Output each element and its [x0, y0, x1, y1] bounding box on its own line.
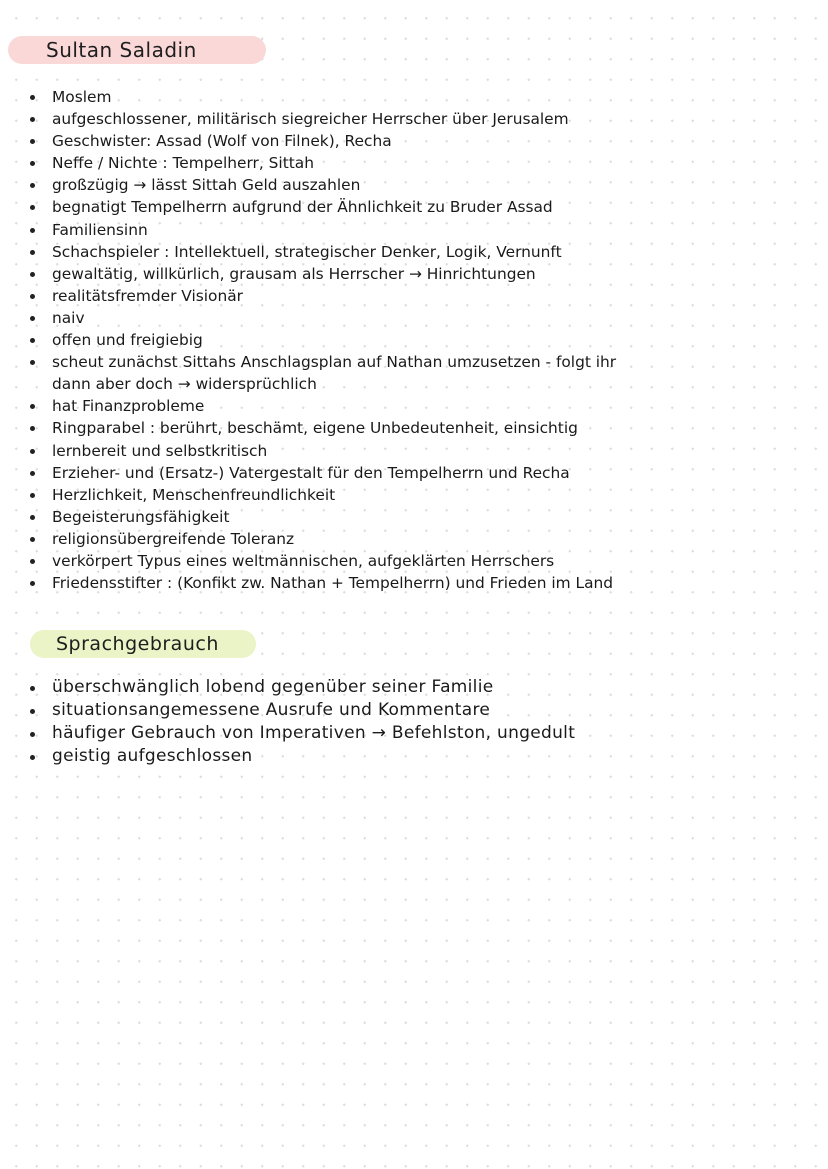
page-title-text: Sultan Saladin [46, 38, 197, 62]
section-heading-text: Sprachgebrauch [56, 633, 219, 655]
list-item: scheut zunächst Sittahs Anschlagsplan auf Nathan umzusetzen - folgt ihr dann aber doch → widersprüchlich [30, 351, 820, 395]
list-item: hat Finanzprobleme [30, 395, 820, 417]
list-item: geistig aufgeschlossen [30, 745, 820, 768]
list-item: Erzieher- und (Ersatz-) Vatergestalt für den Tempelherrn und Recha [30, 462, 820, 484]
list-item: religionsübergreifende Toleranz [30, 528, 820, 550]
list-item: verkörpert Typus eines weltmännischen, aufgeklärten Herrschers [30, 550, 820, 572]
list-item: lernbereit und selbstkritisch [30, 440, 820, 462]
list-item: gewaltätig, willkürlich, grausam als Herrscher → Hinrichtungen [30, 263, 820, 285]
list-item: Moslem [30, 86, 820, 108]
list-item: Familiensinn [30, 219, 820, 241]
list-item: Ringparabel : berührt, beschämt, eigene Unbedeutenheit, einsichtig [30, 417, 820, 439]
list-item-continuation: dann aber doch → widersprüchlich [52, 375, 317, 394]
list-item: realitätsfremder Visionär [30, 285, 820, 307]
list-item: Neffe / Nichte : Tempelherr, Sittah [30, 152, 820, 174]
list-item: Geschwister: Assad (Wolf von Filnek), Recha [30, 130, 820, 152]
list-item: Schachspieler : Intellektuell, strategischer Denker, Logik, Vernunft [30, 241, 820, 263]
list-item: großzügig → lässt Sittah Geld auszahlen [30, 174, 820, 196]
list-item: aufgeschlossener, militärisch siegreicher Herrscher über Jerusalem [30, 108, 820, 130]
list-item: offen und freigiebig [30, 329, 820, 351]
list-item: Begeisterungsfähigkeit [30, 506, 820, 528]
list-item: Herzlichkeit, Menschenfreundlichkeit [30, 484, 820, 506]
list-item: Friedensstifter : (Konfikt zw. Nathan + Tempelherrn) und Frieden im Land [30, 572, 820, 594]
traits-list [30, 86, 820, 594]
page-title [8, 36, 266, 64]
list-item: begnatigt Tempelherrn aufgrund der Ähnlichkeit zu Bruder Assad [30, 196, 820, 218]
list-item: naiv [30, 307, 820, 329]
list-item: überschwänglich lobend gegenüber seiner Familie [30, 676, 820, 699]
section-heading [30, 630, 256, 658]
list-item: häufiger Gebrauch von Imperativen → Befehlston, ungedult [30, 722, 820, 745]
language-list [30, 676, 820, 768]
list-item: situationsangemessene Ausrufe und Kommentare [30, 699, 820, 722]
